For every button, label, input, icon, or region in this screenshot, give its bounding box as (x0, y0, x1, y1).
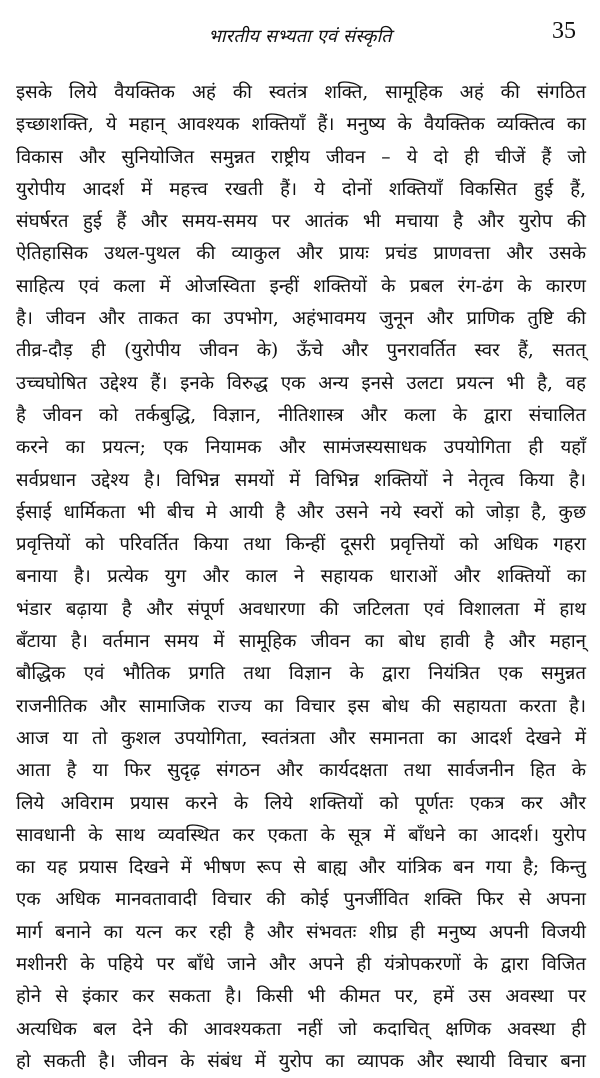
text-line: भंडार बढ़ाया है और संपूर्ण अवधारणा की जटिलता एवं विशालता में हाथ (16, 598, 586, 620)
page-header (0, 18, 600, 58)
text-line: विकास और सुनियोजित समुन्नत राष्ट्रीय जीवन – ये दो ही चीजें हैं जो (16, 146, 586, 168)
text-line: है। जीवन और ताकत का उपभोग, अहंभावमय जुनून और प्राणिक तुष्टि की (16, 308, 586, 330)
text-line: एक अधिक मानवतावादी विचार की कोई पुनर्जीवित शक्ति फिर से अपना (16, 889, 586, 911)
text-line: राजनीतिक और सामाजिक राज्य का विचार इस बोध की सहायता करता है। (16, 695, 586, 717)
text-line: अत्यधिक बल देने की आवश्यकता नहीं जो कदाचित् क्षणिक अवस्था ही (16, 1018, 586, 1040)
text-line: संघर्षरत हुई हैं और समय-समय पर आतंक भी मचाया है और युरोप की (16, 211, 586, 233)
text-line: तीव्र-दौड़ ही (युरोपीय जीवन के) ऊँचे और पुनरावर्तित स्वर हैं, सतत् (16, 340, 586, 362)
text-line: इसके लिये वैयक्तिक अहं की स्वतंत्र शक्ति, सामूहिक अहं की संगठित (16, 82, 586, 103)
running-title: भारतीय सभ्यता एवं संस्कृति (208, 26, 392, 47)
text-line: साहित्य एवं कला में ओजस्विता इन्हीं शक्तियों के प्रबल रंग-ढंग के कारण (16, 275, 586, 297)
text-line: मार्ग बनाने का यत्न कर रही है और संभवतः शीघ्र ही मनुष्य अपनी विजयी (16, 921, 586, 943)
text-line: का यह प्रयास दिखने में भीषण रूप से बाह्य और यांत्रिक बन गया है; किन्तु (16, 857, 586, 879)
text-line: बनाया है। प्रत्येक युग और काल ने सहायक धाराओं और शक्तियों का (16, 566, 586, 588)
text-line: बौद्धिक एवं भौतिक प्रगति तथा विज्ञान के द्वारा नियंत्रित एक समुन्नत (16, 663, 586, 685)
text-line: करने का प्रयत्न; एक नियामक और सामंजस्यसाधक उपयोगिता ही यहाँ (16, 437, 586, 459)
body-paragraph (16, 77, 586, 1078)
text-line: हो सकती है। जीवन के संबंध में युरोप का व्यापक और स्थायी विचार बना (16, 1050, 586, 1072)
text-line: बँटाया है। वर्तमान समय में सामूहिक जीवन का बोध हावी है और महान् (16, 631, 586, 653)
text-line: सर्वप्रधान उद्देश्य है। विभिन्न समयों में विभिन्न शक्तियों ने नेतृत्व किया है। (16, 469, 586, 491)
text-line: प्रवृत्तियों को परिवर्तित किया तथा किन्हीं दूसरी प्रवृत्तियों को अधिक गहरा (16, 534, 586, 556)
text-line: ऐतिहासिक उथल-पुथल की व्याकुल और प्रायः प्रचंड प्राणवत्ता और उसके (16, 243, 586, 265)
text-line: होने से इंकार कर सकता है। किसी भी कीमत पर, हमें उस अवस्था पर (16, 986, 586, 1008)
text-line: युरोपीय आदर्श में महत्त्व रखती हैं। ये दोनों शक्तियाँ विकसित हुई हैं, (16, 178, 586, 200)
text-line: उच्चघोषित उद्देश्य हैं। इनके विरुद्ध एक अन्य इनसे उलटा प्रयत्न भी है, वह (16, 372, 586, 394)
text-line: आता है या फिर सुदृढ़ संगठन और कार्यदक्षता तथा सार्वजनीन हित के (16, 760, 586, 782)
page-number: 35 (552, 18, 576, 44)
text-line: है जीवन को तर्कबुद्धि, विज्ञान, नीतिशास्त्र और कला के द्वारा संचालित (16, 404, 586, 426)
text-line: मशीनरी के पहिये पर बाँधे जाने और अपने ही यंत्रोपकरणों के द्वारा विजित (16, 954, 586, 976)
text-line: इच्छाशक्ति, ये महान् आवश्यक शक्तियाँ हैं। मनुष्य के वैयक्तिक व्यक्तित्व का (16, 114, 586, 136)
text-line: सावधानी के साथ व्यवस्थित कर एकता के सूत्र में बाँधने का आदर्श। युरोप (16, 824, 586, 846)
text-line: लिये अविराम प्रयास करने के लिये शक्तियों को पूर्णतः एकत्र कर और (16, 792, 586, 814)
text-line: आज या तो कुशल उपयोगिता, स्वतंत्रता और समानता का आदर्श देखने में (16, 727, 586, 749)
text-line: ईसाई धार्मिकता भी बीच मे आयी है और उसने नये स्वरों को जोड़ा है, कुछ (16, 501, 586, 523)
